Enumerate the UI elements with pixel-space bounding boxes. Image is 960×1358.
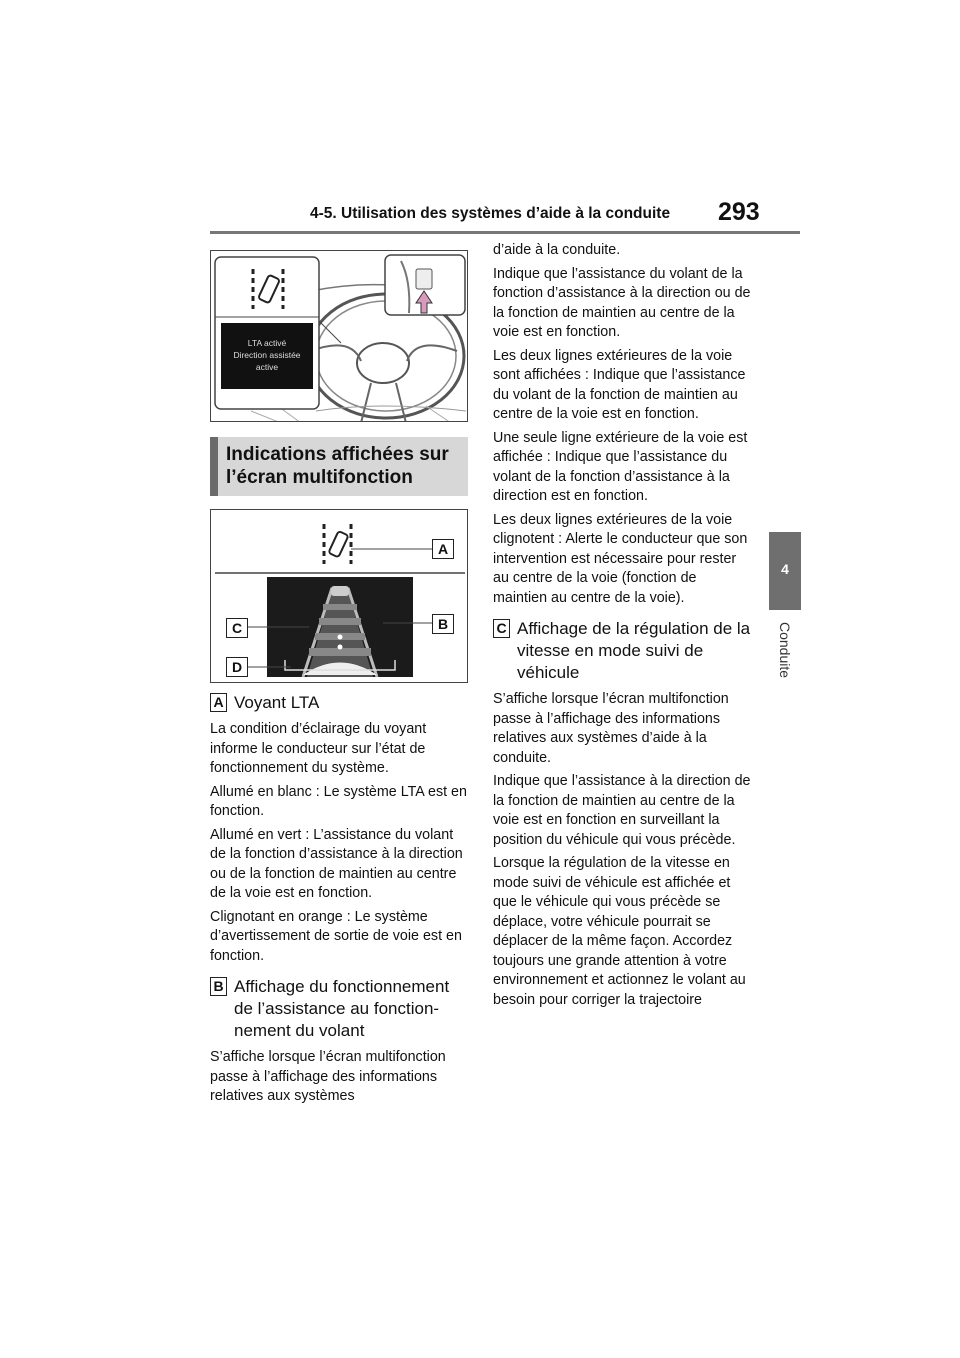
callout-c: C [226,618,248,638]
header-rule [210,231,800,234]
item-b-badge: B [210,977,227,996]
item-a-heading [210,692,468,714]
item-c-title: Affichage de la régulation de la vitesse en mode suivi de véhicule [517,619,751,682]
item-b-title: Affichage du fonctionnement de l’assistance au fonctionnement du volant [234,977,450,1040]
item-b-paragraph: Une seule ligne extérieure de la voie est affichée : Indique que l’assistance du volant de la fonction d’assistance à la direction est en fonction. [493,429,748,504]
item-b-paragraph: Indique que l’assistance du volant de la fonction d’assistance à la direction ou de la fonction de maintien au centre de la voie est en fonction. [493,265,751,340]
item-b-paragraph: Les deux lignes extérieures de la voie clignotent : Alerte le conducteur que son intervention est nécessaire pour rester au centre de la voie (fonction de maintien au centre de la voie). [493,511,748,606]
item-a-paragraph: Allumé en blanc : Le système LTA est en fonction. [210,783,467,819]
item-a-paragraph: Allumé en vert : L’assistance du volant de la fonction d’assistance à la direction ou de la fonction de maintien au centre de la voie est en fonction. [210,826,463,901]
section-heading [210,437,468,496]
item-c-paragraph: Indique que l’assistance à la direction de la fonction de maintien au centre de la voie est en fonction en surveillant la position du véhicule qui vous précède. [493,773,751,848]
item-c-paragraph: Lorsque la régulation de la vitesse en mode suivi de véhicule est affichée et que le véhicule qui vous précède se déplace, votre véhicule pourrait se déplacer de la même façon. Accordez toujours une grande attention à votre environnement et actionnez le volant au besoin pour corriger la trajectoire [493,855,746,1008]
item-c-heading [493,618,751,684]
item-c-badge: C [493,619,510,638]
page-number: 293 [718,198,760,226]
display-line-3: active [255,362,279,372]
display-illustration [211,510,468,683]
right-column [493,241,751,1014]
display-figure [210,509,468,683]
item-c-paragraph: S’affiche lorsque l’écran multifonction passe à l’affichage des informations relatives aux systèmes d’aide à la conduite. [493,691,729,766]
item-a-paragraph: La condition d’éclairage du voyant informe le conducteur sur l’état de fonctionnement du système. [210,721,427,776]
section-heading-line-1: Indications affichées sur [226,444,449,465]
left-column [210,688,468,1111]
display-message [221,337,313,373]
item-b-paragraph: Les deux lignes extérieures de la voie sont affichées : Indique que l’assistance du volant de la fonction de maintien au centre de la voie est en fonction. [493,347,746,422]
chapter-title [770,622,800,692]
callout-b: B [432,614,454,634]
chapter-tab: 4 [769,532,801,610]
item-a-badge: A [210,693,227,712]
item-b-paragraph-continued: d’aide à la conduite. [493,242,621,258]
item-b-paragraph: S’affiche lorsque l’écran multifonction passe à l’affichage des informations relatives aux systèmes [210,1049,446,1104]
callout-a: A [432,539,454,559]
chapter-title-text: Conduite [777,622,793,679]
running-header: 4-5. Utilisation des systèmes d’aide à la conduite [310,205,671,222]
steering-figure [210,250,468,422]
display-line-1: LTA activé [247,338,287,348]
display-line-2: Direction assistée [233,350,301,360]
callout-d: D [226,657,248,677]
section-heading-line-2: l’écran multifonction [226,467,413,488]
item-b-heading [210,976,468,1042]
item-a-paragraph: Clignotant en orange : Le système d’avertissement de sortie de voie est en fonction. [210,908,462,964]
item-a-title: Voyant LTA [234,693,320,712]
